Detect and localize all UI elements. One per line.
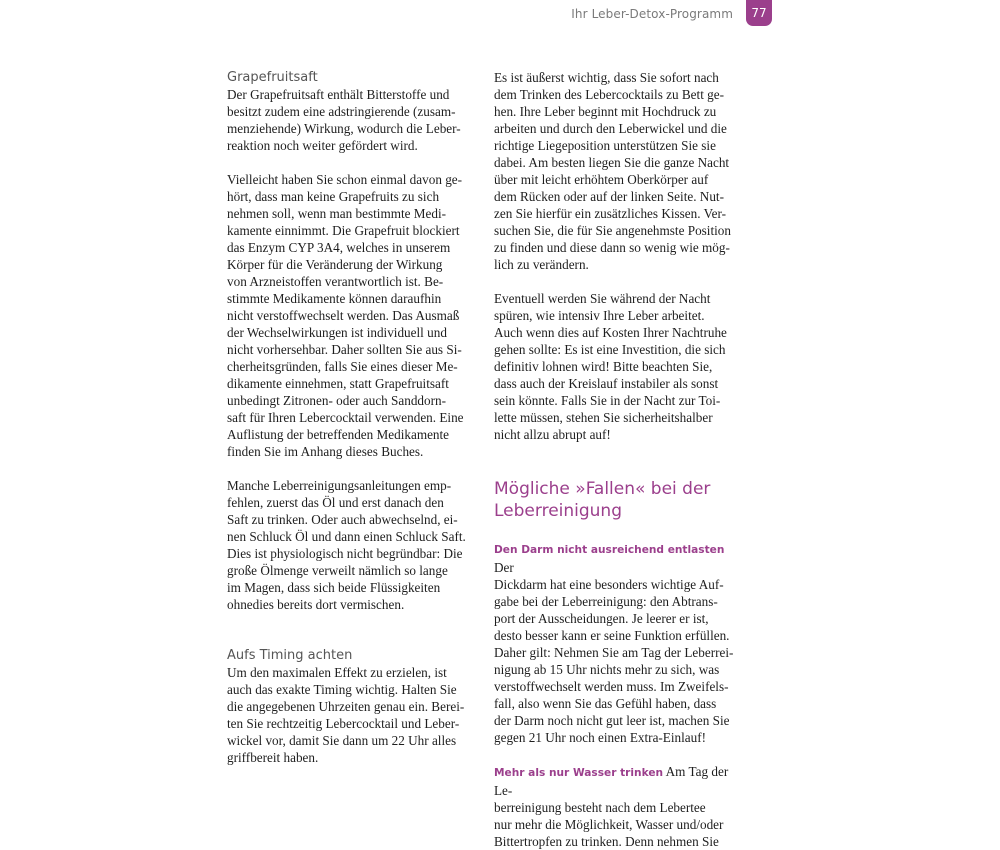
lead-in-darm: Den Darm nicht ausreichend entlasten — [494, 544, 725, 556]
paragraph: Manche Leberreinigungsanleitungen emp- fehlen, zuerst das Öl und erst danach den Saft zu trinken. Oder auch abwechselnd, ei- nen Schluck Öl und dann einen Schluck Saft. Dies ist physiologisch nicht begründbar: Die große Ölmenge verweilt nämlich so lange im Magen, dass sich beide Flüssigkeiten ohnedies bereits dort vermischen. — [227, 478, 466, 612]
paragraph: Vielleicht haben Sie schon einmal davon ge- hört, dass man keine Grapefruits zu sich nehmen soll, wenn man bestimmte Medi- kamente einnimmt. Die Grapefruit blockiert das Enzym CYP 3A4, welches in unserem Körper für die Veränderung der Wirkung von Arzneistoffen verantwortlich ist. Be- stimmte Medikamente können daraufhin nicht verstoffwechselt werden. Das Ausmaß der Wechselwirkungen ist individuell und nicht vorhersehbar. Daher sollten Sie aus Si- cherheitsgründen, falls Sie eines dieser Me- dikamente einnehmen, statt Grapefruitsaft unbedingt Zitronen- oder auch Sanddorn- saft für Ihren Lebercocktail verwenden. Eine Auflistung der betreffenden Medikamente finden Sie im Anhang dieses Buches. — [227, 172, 464, 459]
subheading-timing: Aufs Timing achten — [227, 648, 353, 663]
paragraph-darm — [494, 540, 744, 746]
paragraph: Es ist äußerst wichtig, dass Sie sofort nach dem Trinken des Lebercocktails zu Bett ge- hen. Ihre Leber beginnt mit Hochdruck zu arbeiten und durch den Leberwickel und die richtige Liegeposition unterstützen Sie sie dabei. Am besten liegen Sie die ganze Nacht über mit leicht erhöhtem Oberkörper auf dem Rücken oder auf der linken Seite. Nut- zen Sie hierfür ein zusätzliches Kissen. Ver- suchen Sie, die für Sie angenehmste Position zu finden und diese dann so wenig wie mög- lich zu verändern. — [494, 70, 731, 272]
section-heading: Mögliche »Fallen« bei der Leberreinigung — [494, 479, 711, 521]
left-column — [227, 69, 477, 766]
page-number-badge: 77 — [746, 0, 772, 26]
paragraph-wasser — [494, 763, 744, 850]
paragraph: Der Grapefruitsaft enthält Bitterstoffe und besitzt zudem eine adstringierende (zusam- menziehende) Wirkung, wodurch die Leber- reaktion noch weiter gefördert wird. — [227, 87, 461, 153]
paragraph: Um den maximalen Effekt zu erzielen, ist auch das exakte Timing wichtig. Halten Sie die angegebenen Uhrzeiten genau ein. Berei- ten Sie rechtzeitig Lebercocktail und Leber- wickel vor, damit Sie dann um 22 Uhr alles griffbereit haben. — [227, 665, 465, 765]
page-header — [0, 0, 1000, 28]
lead-in-wasser: Mehr als nur Wasser trinken — [494, 767, 664, 779]
paragraph-text: Der Dickdarm hat eine besonders wichtige Auf- gabe bei der Leberreinigung: den Abtrans- port der Ausscheidungen. Je leerer er ist, desto besser kann er seine Funktion erfüllen. Daher gilt: Nehmen Sie am Tag der Leberrei- nigung ab 15 Uhr nichts mehr zu sich, was verstoffwechselt werden muss. Im Zweifels- fall, also wenn Sie das Gefühl haben, dass der Darm noch nicht gut leer ist, machen Sie gegen 21 Uhr noch einen Extra-Einlauf! — [494, 560, 734, 745]
running-title: Ihr Leber-Detox-Programm — [571, 7, 733, 21]
subheading-grapefruitsaft: Grapefruitsaft — [227, 70, 318, 85]
paragraph-text: Am Tag der Le- berreinigung besteht nach dem Lebertee nur mehr die Möglichkeit, Wasser und/oder Bittertropfen zu trinken. Denn nehmen Sie — [494, 764, 729, 849]
right-column — [494, 69, 744, 850]
paragraph: Eventuell werden Sie während der Nacht spüren, wie intensiv Ihre Leber arbeitet. Auch wenn dies auf Kosten Ihrer Nachtruhe gehen sollte: Es ist eine Investition, die sich definitiv lohnen wird! Bitte beachten Sie, dass auch der Kreislauf instabiler als sonst sein könnte. Falls Sie in der Nacht zur Toi- lette müssen, stehen Sie sicherheitshalber nicht allzu abrupt auf! — [494, 291, 727, 442]
